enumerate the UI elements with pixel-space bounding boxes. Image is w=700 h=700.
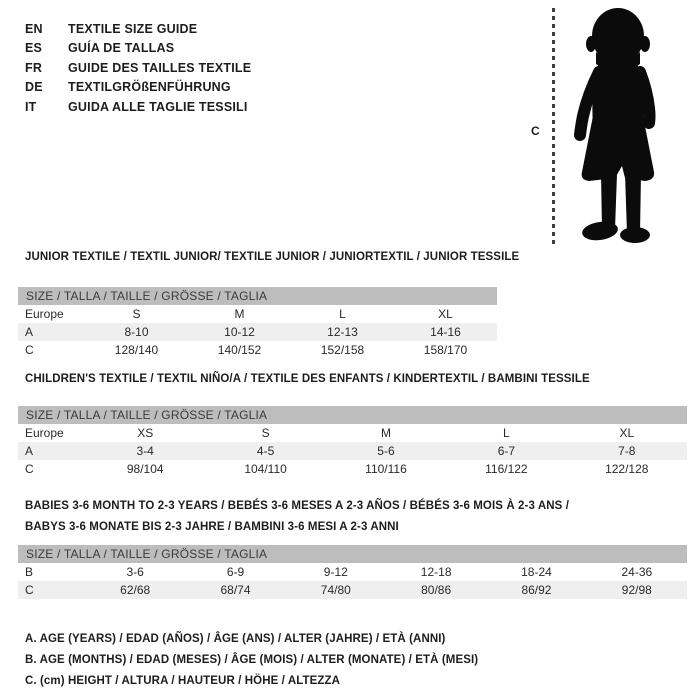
table-row [18, 581, 687, 599]
size-cell: S [132, 307, 141, 321]
language-label: GUIDE DES TAILLES TEXTILE [68, 60, 252, 75]
footnote-c: C. (cm) HEIGHT / ALTURA / HAUTEUR / HÖHE / ALTEZZA [25, 675, 341, 687]
value-cell: 116/122 [485, 462, 528, 476]
value-cell: 68/74 [220, 583, 251, 597]
language-label: GUÍA DE TALLAS [68, 41, 175, 56]
footnote-b: B. AGE (MONTHS) / EDAD (MESES) / ÂGE (MOIS) / ALTER (MONATE) / ETÀ (MESI) [25, 654, 479, 666]
language-label: TEXTILGRÖßENFÜHRUNG [68, 80, 231, 95]
baby-silhouette-icon [556, 4, 676, 244]
junior-size-table [18, 287, 497, 359]
value-cell: 12-13 [327, 325, 358, 339]
table-row [18, 341, 497, 359]
value-cell: 6-9 [226, 565, 245, 579]
value-cell: 86/92 [521, 583, 552, 597]
value-cell: 5-6 [377, 444, 395, 458]
row-label: B [25, 565, 34, 579]
footnote-a: A. AGE (YEARS) / EDAD (AÑOS) / ÂGE (ANS) / ALTER (JAHRE) / ETÀ (ANNI) [25, 633, 446, 645]
value-cell: 8-10 [124, 325, 149, 339]
value-cell: 80/86 [421, 583, 452, 597]
language-list [25, 19, 251, 117]
value-cell: 24-36 [621, 565, 653, 579]
height-measure-dashed-line [552, 8, 555, 244]
value-cell: 12-18 [420, 565, 452, 579]
language-row-es [25, 39, 251, 59]
size-cell: XL [619, 426, 635, 440]
row-label: A [25, 444, 34, 458]
value-cell: 3-4 [136, 444, 154, 458]
language-code: ES [25, 41, 43, 56]
language-code: EN [25, 21, 43, 36]
junior-section-heading: JUNIOR TEXTILE / TEXTIL JUNIOR/ TEXTILE JUNIOR / JUNIORTEXTIL / JUNIOR TESSILE [25, 251, 520, 263]
row-label: Europe [25, 307, 64, 321]
value-cell: 10-12 [224, 325, 255, 339]
value-cell: 140/152 [217, 343, 262, 357]
row-label: C [25, 343, 34, 357]
size-cell: M [234, 307, 245, 321]
table-row [18, 563, 687, 581]
children-table-header: SIZE / TALLA / TAILLE / GRÖSSE / TAGLIA [18, 406, 687, 424]
value-cell: 18-24 [521, 565, 552, 579]
height-measure-label: C [531, 124, 540, 138]
baby-figure-area [530, 0, 700, 250]
table-row [18, 305, 497, 323]
language-code: DE [25, 80, 43, 95]
babies-section-heading [25, 496, 569, 538]
language-code: IT [25, 99, 37, 114]
size-cell: S [261, 426, 270, 440]
value-cell: 9-12 [323, 565, 348, 579]
row-label: C [25, 583, 34, 597]
size-cell: L [503, 426, 510, 440]
table-row [18, 424, 687, 442]
value-cell: 6-7 [497, 444, 516, 458]
language-label: TEXTILE SIZE GUIDE [68, 21, 198, 36]
babies-heading-line2: BABYS 3-6 MONATE BIS 2-3 JAHRE / BAMBINI 3-6 MESI A 2-3 ANNI [25, 521, 399, 533]
size-cell: XL [438, 307, 453, 321]
language-row-it [25, 97, 251, 117]
row-label: Europe [25, 426, 64, 440]
value-cell: 14-16 [430, 325, 461, 339]
junior-table-header: SIZE / TALLA / TAILLE / GRÖSSE / TAGLIA [18, 287, 497, 305]
value-cell: 4-5 [256, 444, 275, 458]
size-cell: XS [137, 426, 154, 440]
language-row-fr [25, 58, 251, 78]
children-section-heading: CHILDREN'S TEXTILE / TEXTIL NIÑO/A / TEXTILE DES ENFANTS / KINDERTEXTIL / BAMBINI TESSILE [25, 373, 590, 385]
language-label: GUIDA ALLE TAGLIE TESSILI [68, 99, 248, 114]
babies-size-table [18, 545, 687, 599]
value-cell: 7-8 [618, 444, 636, 458]
row-label: C [25, 462, 34, 476]
size-cell: L [339, 307, 346, 321]
value-cell: 3-6 [126, 565, 144, 579]
footnotes [25, 629, 478, 692]
value-cell: 158/170 [423, 343, 468, 357]
children-size-table [18, 406, 687, 478]
size-cell: M [380, 426, 391, 440]
value-cell: 128/140 [114, 343, 159, 357]
babies-heading-line1: BABIES 3-6 MONTH TO 2-3 YEARS / BEBÉS 3-6 MESES A 2-3 AÑOS / BÉBÉS 3-6 MOIS À 2-3 ANS / [25, 500, 569, 512]
value-cell: 110/116 [365, 462, 407, 476]
language-row-de [25, 78, 251, 98]
table-row [18, 442, 687, 460]
value-cell: 104/110 [244, 462, 287, 476]
language-row-en [25, 19, 251, 39]
table-row [18, 460, 687, 478]
babies-table-header: SIZE / TALLA / TAILLE / GRÖSSE / TAGLIA [18, 545, 687, 563]
value-cell: 74/80 [320, 583, 351, 597]
value-cell: 122/128 [605, 462, 649, 476]
value-cell: 152/158 [320, 343, 365, 357]
row-label: A [25, 325, 34, 339]
value-cell: 92/98 [621, 583, 652, 597]
language-code: FR [25, 60, 43, 75]
table-row [18, 323, 497, 341]
value-cell: 98/104 [126, 462, 164, 476]
value-cell: 62/68 [120, 583, 151, 597]
